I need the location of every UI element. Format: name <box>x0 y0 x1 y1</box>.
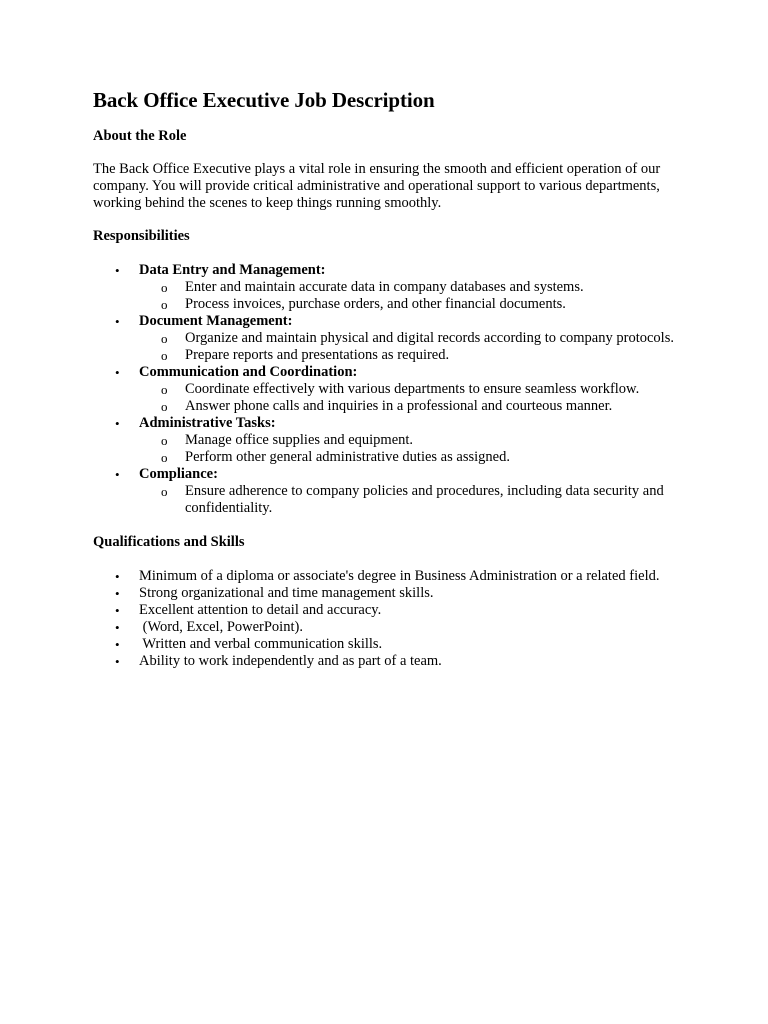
bullet-icon: • <box>115 314 120 329</box>
responsibility-group-label: Administrative Tasks: <box>139 415 276 431</box>
responsibility-group <box>93 466 683 517</box>
responsibility-item-text: Ensure adherence to company policies and procedures, including data security and confidentiality. <box>185 483 664 516</box>
responsibility-item-text: Enter and maintain accurate data in company databases and systems. <box>185 279 584 295</box>
bullet-icon: • <box>115 620 120 635</box>
about-paragraph: The Back Office Executive plays a vital role in ensuring the smooth and efficient operation of our company. You will provide critical administrative and operational support to various departments, working behind the scenes to keep things running smoothly. <box>93 161 661 211</box>
document-content <box>93 86 683 670</box>
qualification-item <box>93 653 683 670</box>
sub-bullet-icon: o <box>161 297 168 312</box>
bullet-icon: • <box>115 654 120 669</box>
qualification-item-text: Strong organizational and time management skills. <box>139 585 434 601</box>
responsibilities-list <box>93 262 683 517</box>
sub-bullet-icon: o <box>161 433 168 448</box>
responsibility-item <box>139 483 683 517</box>
qualifications-heading: Qualifications and Skills <box>93 534 245 550</box>
sub-bullet-icon: o <box>161 280 168 295</box>
qualification-item-text: Written and verbal communication skills. <box>139 636 383 652</box>
responsibility-sublist <box>139 330 683 364</box>
bullet-icon: • <box>115 569 120 584</box>
responsibility-group <box>93 364 683 415</box>
responsibility-group <box>93 415 683 466</box>
sub-bullet-icon: o <box>161 484 168 499</box>
qualification-item-text: (Word, Excel, PowerPoint). <box>139 619 303 635</box>
bullet-icon: • <box>115 416 120 431</box>
sub-bullet-icon: o <box>161 399 168 414</box>
responsibility-item <box>139 296 683 313</box>
responsibilities-heading: Responsibilities <box>93 228 190 244</box>
responsibility-item-text: Answer phone calls and inquiries in a professional and courteous manner. <box>185 398 613 414</box>
qualification-item <box>93 636 683 653</box>
responsibility-group-label: Communication and Coordination: <box>139 364 358 380</box>
responsibility-item-text: Perform other general administrative duties as assigned. <box>185 449 510 465</box>
responsibility-item-text: Manage office supplies and equipment. <box>185 432 414 448</box>
responsibility-sublist <box>139 483 683 517</box>
qualification-item-text: Minimum of a diploma or associate's degree in Business Administration or a related field. <box>139 568 660 584</box>
responsibility-sublist <box>139 432 683 466</box>
bullet-icon: • <box>115 467 120 482</box>
bullet-icon: • <box>115 263 120 278</box>
responsibility-item <box>139 381 683 398</box>
responsibility-group-label: Data Entry and Management: <box>139 262 326 278</box>
sub-bullet-icon: o <box>161 331 168 346</box>
document-title: Back Office Executive Job Description <box>93 88 435 112</box>
sub-bullet-icon: o <box>161 348 168 363</box>
bullet-icon: • <box>115 365 120 380</box>
responsibility-item <box>139 347 683 364</box>
responsibility-item <box>139 432 683 449</box>
qualification-item <box>93 568 683 585</box>
responsibility-item <box>139 449 683 466</box>
sub-bullet-icon: o <box>161 450 168 465</box>
responsibility-item-text: Coordinate effectively with various departments to ensure seamless workflow. <box>185 381 640 397</box>
responsibility-sublist <box>139 279 683 313</box>
responsibility-group <box>93 262 683 313</box>
responsibility-item <box>139 330 683 347</box>
responsibility-group-label: Compliance: <box>139 466 218 482</box>
responsibility-group-label: Document Management: <box>139 313 293 329</box>
responsibility-item <box>139 398 683 415</box>
responsibility-item-text: Prepare reports and presentations as required. <box>185 347 450 363</box>
qualification-item <box>93 619 683 636</box>
qualification-item <box>93 585 683 602</box>
qualification-item-text: Ability to work independently and as part of a team. <box>139 653 442 669</box>
bullet-icon: • <box>115 603 120 618</box>
responsibility-sublist <box>139 381 683 415</box>
qualification-item-text: Excellent attention to detail and accuracy. <box>139 602 382 618</box>
responsibility-group <box>93 313 683 364</box>
qualifications-list <box>93 568 683 670</box>
qualification-item <box>93 602 683 619</box>
about-heading: About the Role <box>93 128 187 144</box>
responsibility-item-text: Organize and maintain physical and digital records according to company protocols. <box>185 330 674 346</box>
bullet-icon: • <box>115 637 120 652</box>
bullet-icon: • <box>115 586 120 601</box>
responsibility-item <box>139 279 683 296</box>
responsibility-item-text: Process invoices, purchase orders, and other financial documents. <box>185 296 566 312</box>
sub-bullet-icon: o <box>161 382 168 397</box>
